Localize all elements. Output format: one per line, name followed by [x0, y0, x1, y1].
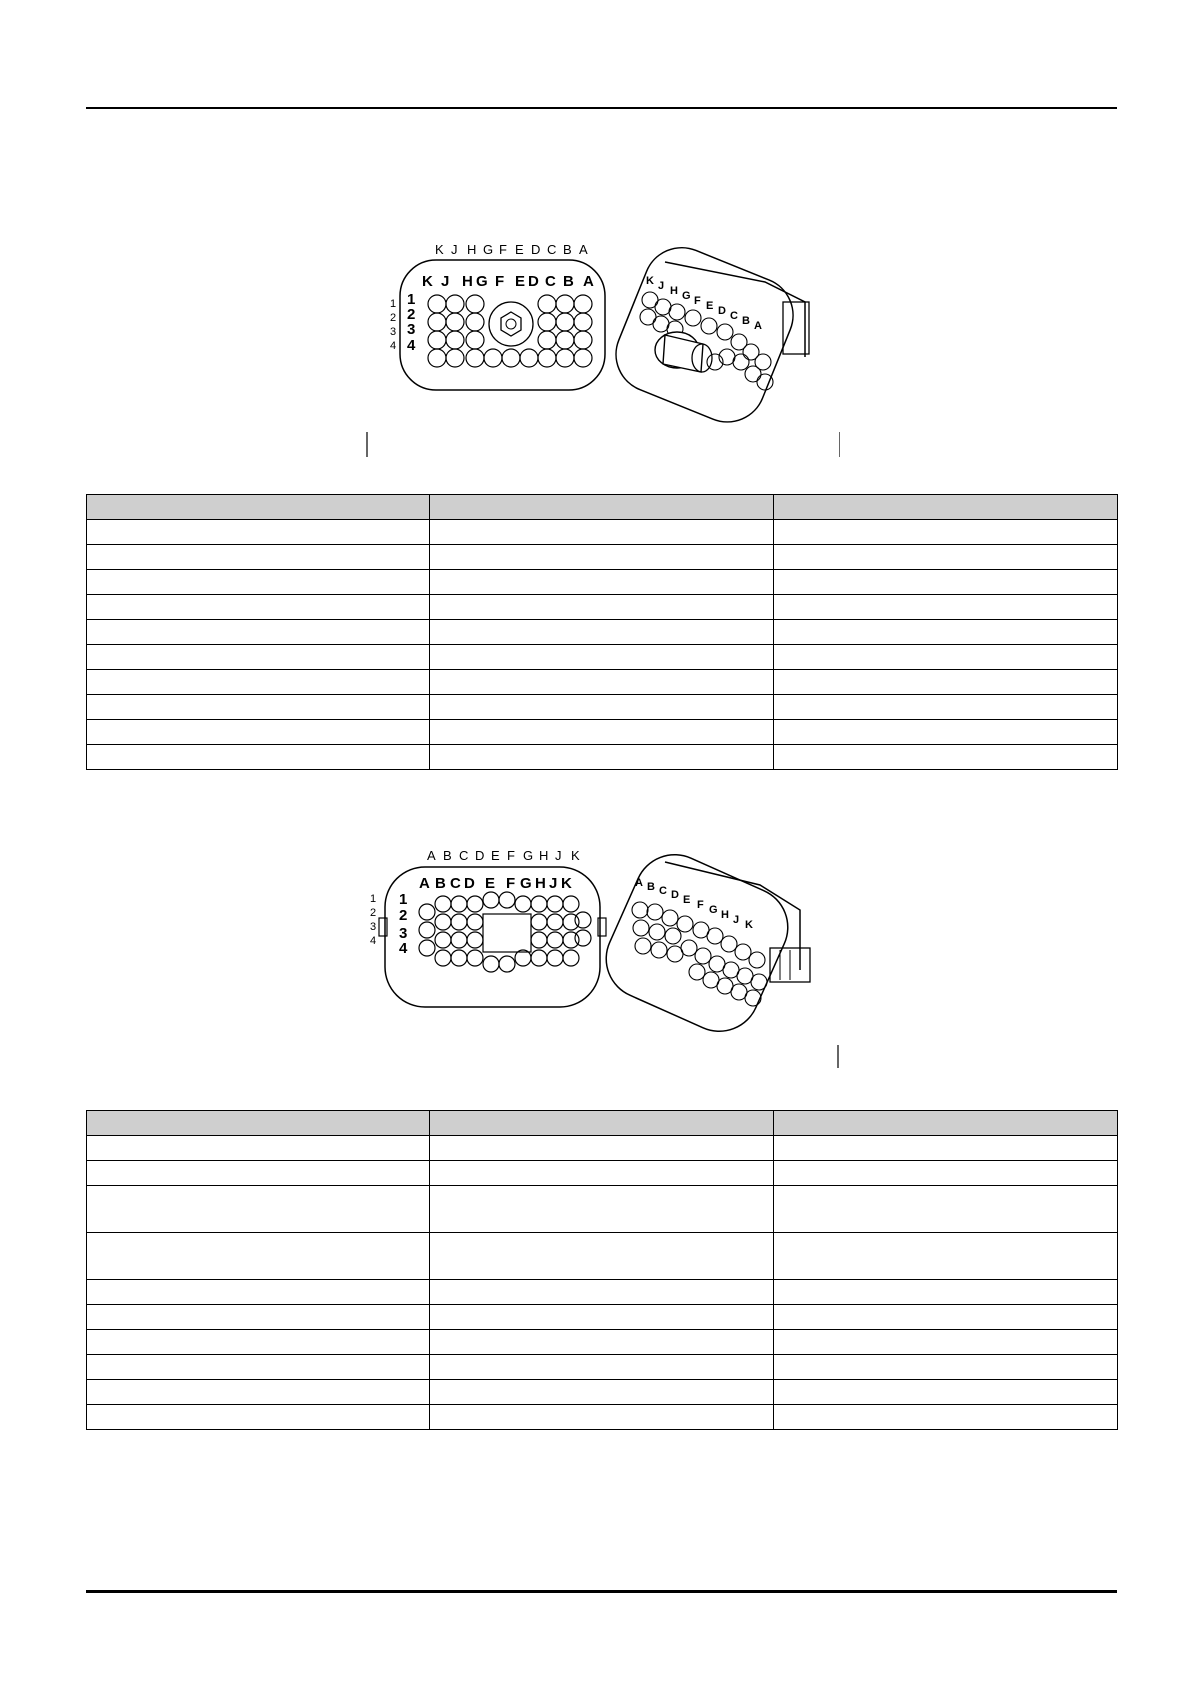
fig2-iso-letter: D [671, 889, 679, 901]
table-header-cell [430, 495, 774, 520]
table-row [87, 620, 1118, 645]
fig1-iso-letter: A [754, 320, 762, 332]
fig1-iso-letter: B [742, 315, 750, 327]
fig2-thin-letter: G [523, 848, 534, 863]
table-row [87, 1330, 1118, 1355]
table-cell [430, 1380, 774, 1405]
table-row [87, 1233, 1118, 1280]
fig2-thin-row: 1 [370, 893, 377, 905]
table-cell [87, 1161, 430, 1186]
fig1-thin-letter: E [515, 242, 524, 257]
table-cell [774, 1405, 1118, 1430]
table-row [87, 595, 1118, 620]
table-cell [774, 520, 1118, 545]
fig1-thin-letter: K [435, 242, 444, 257]
table-cell [430, 1136, 774, 1161]
table-cell [774, 720, 1118, 745]
fig1-bold-letter: F [495, 273, 505, 290]
table-row [87, 720, 1118, 745]
fig2-iso-letter: B [647, 881, 655, 893]
table-cell [87, 620, 430, 645]
fig1-bold-letter: C [545, 273, 556, 290]
table-cell [87, 595, 430, 620]
table-cell [430, 1186, 774, 1233]
center-socket-icon [489, 302, 533, 346]
fig2-bold-letter: H [535, 875, 546, 892]
fig2-iso-letter: J [733, 914, 740, 926]
fig1-bold-letter: H [462, 273, 473, 290]
table-cell [430, 545, 774, 570]
fig1-thin-letter: J [451, 242, 458, 257]
hex-nut-icon [501, 312, 521, 336]
table-cell [430, 1280, 774, 1305]
table-cell [87, 1330, 430, 1355]
table-cell [430, 595, 774, 620]
table-row [87, 545, 1118, 570]
fig2-bold-letter: B [435, 875, 446, 892]
table-row [87, 1380, 1118, 1405]
connector-figure-2 [365, 840, 840, 1070]
fig2-thin-row: 4 [370, 935, 377, 947]
table-row [87, 695, 1118, 720]
fig1-thin-row: 2 [390, 312, 397, 324]
fig2-iso-letter: K [745, 919, 753, 931]
table-cell [774, 670, 1118, 695]
connector-1-isometric [605, 236, 809, 433]
table-cell [430, 1355, 774, 1380]
fig2-bold-letter: E [485, 875, 496, 892]
table-cell [774, 1280, 1118, 1305]
fig2-thin-letter: A [427, 848, 436, 863]
fig2-bold-letter: C [450, 875, 461, 892]
fig1-thin-letter: H [467, 242, 477, 257]
fig1-bold-letter: B [563, 273, 574, 290]
fig1-thin-row: 1 [390, 298, 397, 310]
table-cell [87, 1136, 430, 1161]
table-cell [774, 1136, 1118, 1161]
table-row [87, 520, 1118, 545]
fig2-iso-letter: E [683, 894, 691, 906]
fig1-iso-letter: H [670, 285, 678, 297]
fig1-thin-letter: B [563, 242, 572, 257]
fig1-iso-letter: D [718, 305, 726, 317]
table-cell [430, 745, 774, 770]
fig1-iso-letter: E [706, 300, 714, 312]
fig1-bold-letter: D [528, 273, 539, 290]
table-row [87, 1161, 1118, 1186]
fig1-thin-letter: A [579, 242, 588, 257]
fig2-thin-letter: D [475, 848, 485, 863]
table-cell [774, 595, 1118, 620]
table-cell [430, 695, 774, 720]
fig1-thin-row: 4 [390, 340, 397, 352]
fig2-bold-row: 2 [399, 907, 408, 924]
table-row [87, 1186, 1118, 1233]
fig2-iso-letter: A [635, 877, 643, 889]
table-cell [430, 720, 774, 745]
fig2-bold-letter: K [561, 875, 572, 892]
fig1-iso-letter: K [646, 275, 654, 287]
fig1-thin-letter: F [499, 242, 507, 257]
fig2-iso-letter: H [721, 909, 729, 921]
fig2-bold-letter: J [549, 875, 558, 892]
fig2-thin-letter: F [507, 848, 515, 863]
fig2-thin-letter: J [555, 848, 562, 863]
table-cell [774, 1233, 1118, 1280]
table-cell [774, 1305, 1118, 1330]
fig2-thin-letter: C [459, 848, 469, 863]
connector-1-drawing [365, 232, 840, 459]
fig2-thin-letter: K [571, 848, 580, 863]
table-cell [87, 1305, 430, 1330]
table-header-row [87, 1111, 1118, 1136]
table-header-cell [774, 1111, 1118, 1136]
table-cell [430, 1405, 774, 1430]
table-cell [774, 620, 1118, 645]
fig1-bold-letter: E [515, 273, 526, 290]
table-cell [87, 695, 430, 720]
table-header-cell [430, 1111, 774, 1136]
fig1-iso-letter: J [658, 280, 665, 292]
table-row [87, 1305, 1118, 1330]
table-cell [87, 745, 430, 770]
fig2-thin-row: 3 [370, 921, 377, 933]
table-cell [774, 1355, 1118, 1380]
fig2-thin-row: 2 [370, 907, 377, 919]
table-row [87, 1405, 1118, 1430]
table-row [87, 1355, 1118, 1380]
table-cell [430, 1233, 774, 1280]
fig2-iso-letter: C [659, 885, 667, 897]
table-cell [87, 1355, 430, 1380]
footer-rule [86, 1590, 1117, 1593]
table-cell [430, 1305, 774, 1330]
table-cell [774, 745, 1118, 770]
table-cell [87, 645, 430, 670]
fig1-iso-letter: C [730, 310, 738, 322]
table-cell [87, 670, 430, 695]
table-cell [774, 645, 1118, 670]
table-cell [430, 620, 774, 645]
fig2-bold-row: 1 [399, 891, 408, 908]
fig2-bold-letter: F [506, 875, 516, 892]
fig1-thin-letter: C [547, 242, 557, 257]
table-header-cell [774, 495, 1118, 520]
fig2-thin-letter: E [491, 848, 500, 863]
fig1-thin-letter: G [483, 242, 494, 257]
table-cell [430, 1161, 774, 1186]
table-row [87, 570, 1118, 595]
table-cell [430, 645, 774, 670]
pinout-table-1 [86, 494, 1118, 770]
table-cell [87, 1405, 430, 1430]
table-cell [87, 720, 430, 745]
table-cell [430, 520, 774, 545]
table-row [87, 670, 1118, 695]
fig1-bold-row: 3 [407, 321, 416, 338]
fig1-bold-letter: A [583, 273, 594, 290]
table-header-cell [87, 1111, 430, 1136]
fig2-bold-letter: G [520, 875, 532, 892]
fig2-bold-row: 4 [399, 940, 408, 957]
table-cell [87, 520, 430, 545]
table-cell [774, 695, 1118, 720]
table-cell [774, 570, 1118, 595]
table-row [87, 1136, 1118, 1161]
table-cell [774, 545, 1118, 570]
table-cell [774, 1161, 1118, 1186]
table-cell [87, 1233, 430, 1280]
fig2-thin-letter: H [539, 848, 549, 863]
fig1-thin-row: 3 [390, 326, 397, 338]
fig2-thin-letter: B [443, 848, 452, 863]
table-cell [87, 1186, 430, 1233]
table-cell [87, 570, 430, 595]
connector-2-cavities [419, 892, 591, 972]
table-cell [430, 570, 774, 595]
table-cell [774, 1330, 1118, 1355]
table-cell [774, 1380, 1118, 1405]
fig1-bold-letter: K [422, 273, 433, 290]
table-cell [430, 1330, 774, 1355]
fig1-bold-row: 1 [407, 291, 416, 308]
pinout-table-2 [86, 1110, 1118, 1430]
table-row [87, 645, 1118, 670]
fig2-bold-letter: D [464, 875, 475, 892]
table-cell [87, 1280, 430, 1305]
fig1-bold-row: 2 [407, 306, 416, 323]
connector-2-isometric [593, 842, 810, 1044]
header-rule [86, 107, 1117, 109]
table-cell [430, 670, 774, 695]
fig2-iso-letter: G [709, 904, 718, 916]
connector-1-cavities [428, 295, 592, 367]
table-cell [87, 545, 430, 570]
connector-figure-1 [365, 232, 840, 459]
table-cell [87, 1380, 430, 1405]
connector-2-drawing [365, 840, 840, 1070]
table-header-row [87, 495, 1118, 520]
fig2-bold-letter: A [419, 875, 430, 892]
fig1-iso-letter: G [682, 290, 691, 302]
fig1-bold-letter: G [476, 273, 488, 290]
table-cell [774, 1186, 1118, 1233]
table-row [87, 745, 1118, 770]
fig2-iso-letter: F [697, 899, 704, 911]
fig2-bold-row: 3 [399, 925, 408, 942]
table-header-cell [87, 495, 430, 520]
fig1-iso-letter: F [694, 295, 701, 307]
fig1-bold-letter: J [441, 273, 450, 290]
fig1-thin-letter: D [531, 242, 541, 257]
table-row [87, 1280, 1118, 1305]
fig1-bold-row: 4 [407, 337, 416, 354]
